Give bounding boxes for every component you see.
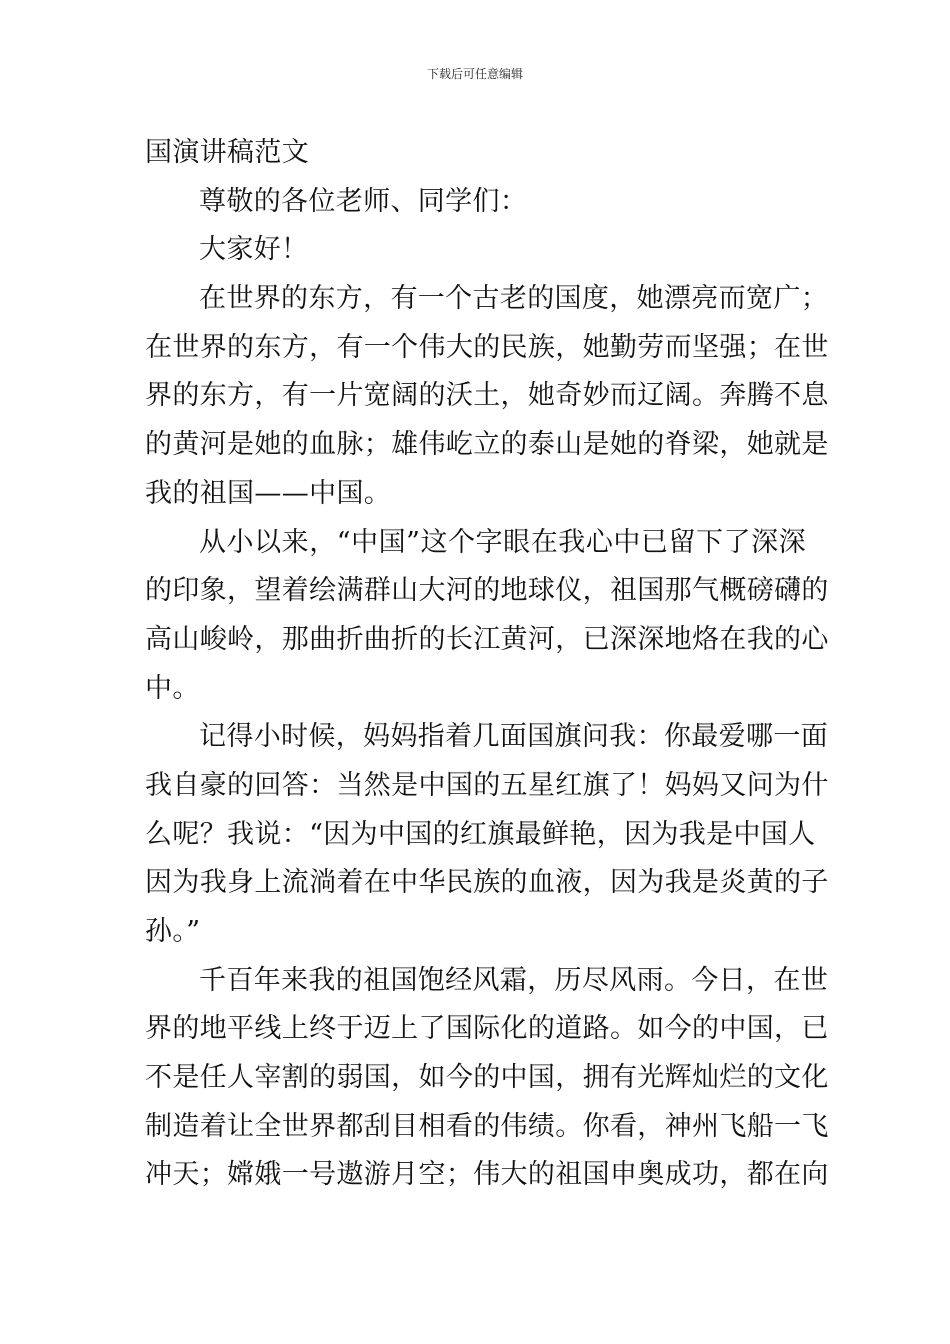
paragraph-line: 我的祖国——中国。 (145, 477, 392, 509)
paragraph-line: 记得小时候，妈妈指着几面国旗问我：你最爱哪一面 (199, 721, 829, 753)
paragraph-line: 高山峻岭，那曲折曲折的长江黄河，已深深地烙在我的心 (145, 623, 829, 655)
paragraph-line: 中。 (145, 672, 200, 704)
paragraph-line: 孙。” (145, 916, 201, 947)
paragraph-line: 因为我身上流淌着在中华民族的血液，因为我是炎黄的子 (145, 867, 829, 899)
paragraph-line: 界的东方，有一片宽阔的沃土，她奇妙而辽阔。奔腾不息 (145, 380, 829, 412)
paragraph-line: 不是任人宰割的弱国，如今的中国，拥有光辉灿烂的文化 (145, 1062, 829, 1094)
document-body (145, 129, 829, 1200)
paragraph-line: 千百年来我的祖国饱经风霜，历尽风雨。今日，在世 (199, 964, 829, 996)
document-title: 国演讲稿范文 (145, 137, 310, 168)
paragraph-line: 界的地平线上终于迈上了国际化的道路。如今的中国，已 (145, 1013, 829, 1045)
greeting-line: 尊敬的各位老师、同学们： (199, 185, 528, 217)
paragraph-line: 的印象，望着绘满群山大河的地球仪，祖国那气概磅礴的 (145, 575, 829, 607)
hello-line: 大家好！ (199, 234, 309, 266)
page-header: 下载后可任意编辑 (426, 67, 523, 81)
paragraph-line: 的黄河是她的血脉；雄伟屹立的泰山是她的脊梁，她就是 (145, 429, 829, 461)
paragraph-line: 从小以来，“中国”这个字眼在我心中已留下了深深 (199, 526, 806, 558)
paragraph-line: 在世界的东方，有一个古老的国度，她漂亮而宽广； (199, 283, 829, 315)
paragraph-line: 制造着让全世界都刮目相看的伟绩。你看，神州飞船一飞 (145, 1110, 829, 1142)
paragraph-line: 在世界的东方，有一个伟大的民族，她勤劳而坚强；在世 (145, 331, 829, 363)
paragraph-line: 么呢？我说：“因为中国的红旗最鲜艳，因为我是中国人 (145, 818, 816, 850)
paragraph-line: 冲天；嫦娥一号遨游月空；伟大的祖国申奥成功，都在向 (145, 1159, 829, 1191)
paragraph-line: 我自豪的回答：当然是中国的五星红旗了！妈妈又问为什 (145, 769, 829, 801)
